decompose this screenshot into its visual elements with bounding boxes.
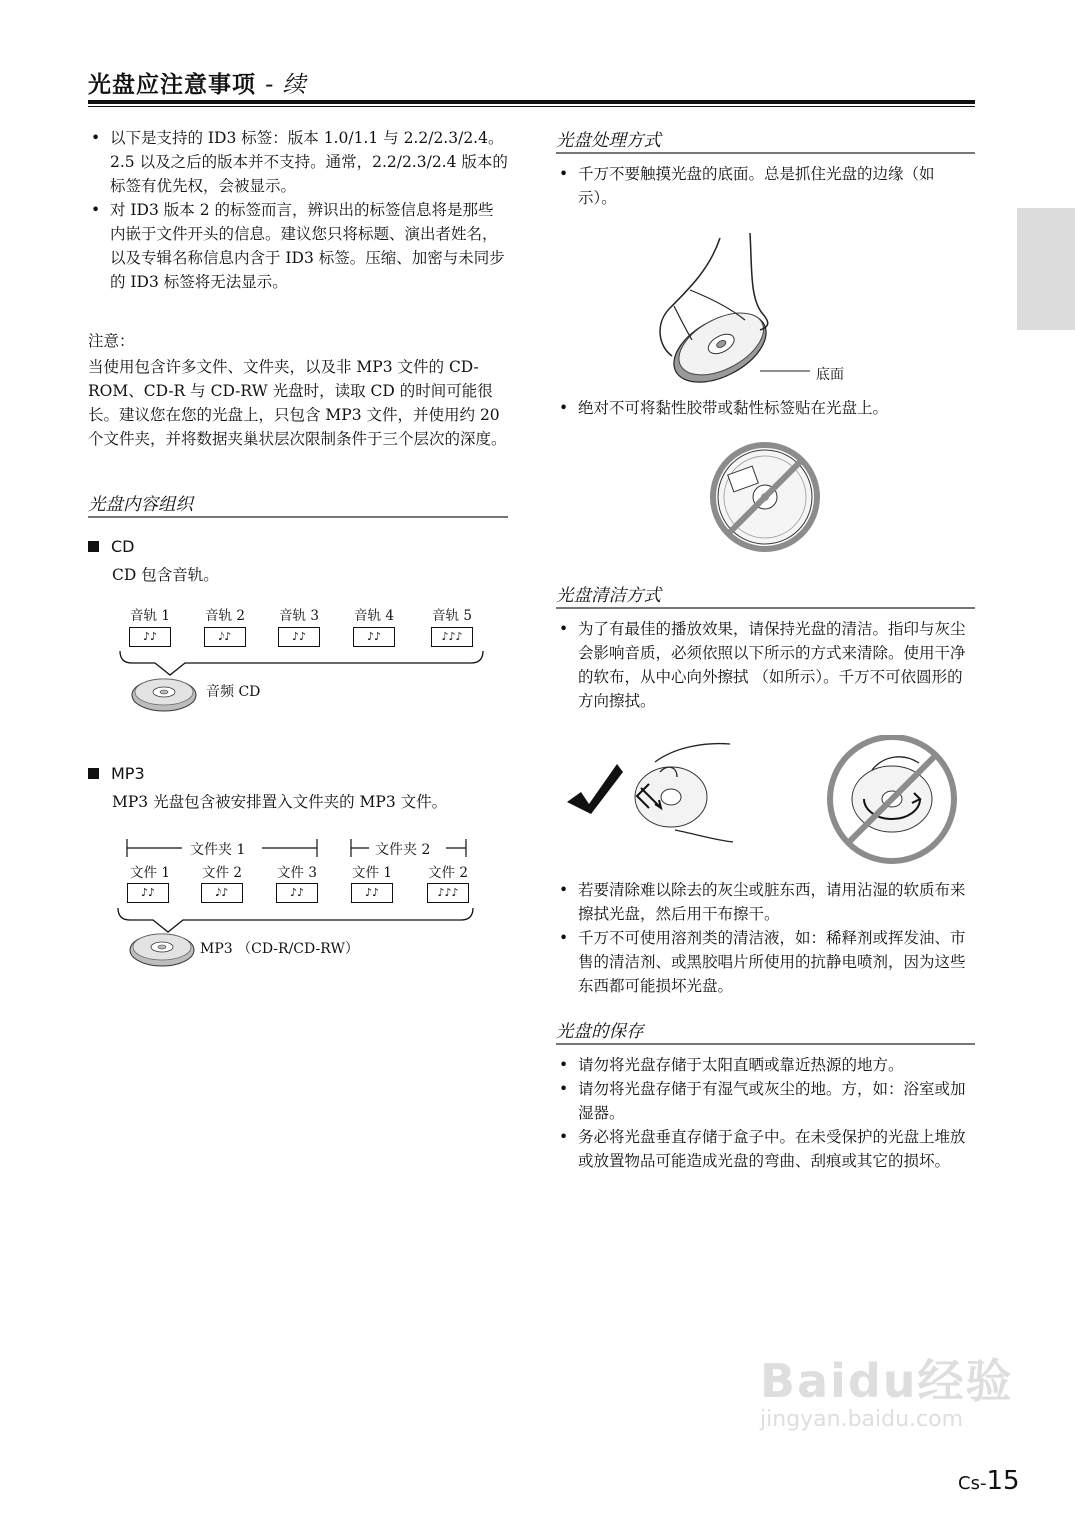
music-note-icon: ♪♪ [353,627,395,647]
cleaning-bullet-2: • 若要清除难以除去的灰尘或脏东西，请用沾湿的软质布来擦拭光盘，然后用干布擦干。 [556,878,971,926]
track-label: 音轨 3 [279,608,319,624]
mp3-desc: MP3 光盘包含被安排置入文件夹的 MP3 文件。 [112,793,448,811]
music-note-icon: ♪♪♪ [427,883,469,903]
note-title: 注意： [88,332,135,350]
file-label: 文件 2 [428,865,468,881]
storage-bullet-3: • 务必将光盘垂直存储于盒子中。在未受保护的光盘上堆放或放置物品可能造成光盘的弯曲、刮痕或其它的损坏。 [556,1125,971,1173]
no-tape-on-disc-icon [708,440,822,554]
header-rule-thin [88,106,975,107]
storage-bullet-2: • 请勿将光盘存储于有湿气或灰尘的地。方，如：浴室或加湿器。 [556,1077,971,1125]
section-title-handling: 光盘处理方式 [556,131,661,151]
audio-cd-label: 音频 CD [206,684,261,700]
mp3-disc-icon [130,934,194,966]
cleaning-bullet-1-block [556,617,971,713]
id3-bullet-1: • 以下是支持的 ID3 标签：版本 1.0/1.1 与 2.2/2.3/2.4。 2.5 以及之后的版本并不支持。通常，2.2/2.3/2.4 版本的标签有优先权，会被显示。 [88,126,508,198]
correct-wipe-illustration [565,742,735,852]
no-circular-wipe-icon [824,735,964,865]
handling-bullet-2-block [556,396,971,420]
section-rule [556,607,975,609]
page-title [88,66,307,99]
cleaning-bullet-1: • 为了有最佳的播放效果，请保持光盘的清洁。指印与灰尘会影响音质，必须依照以下所示的方式来清除。使用干净的软布，从中心向外擦拭 （如所示）。千万不可依圆形的方向擦拭。 [556,617,971,713]
section-rule [556,1043,975,1045]
music-note-icon: ♪♪ [278,627,320,647]
file-label: 文件 1 [130,865,170,881]
header-rule [88,100,975,104]
handling-bullet-1-block [556,162,971,210]
mp3-heading-text: MP3 [111,764,145,783]
note-text: 当使用包含许多文件、文件夹，以及非 MP3 文件的 CD-ROM、CD-R 与 CD-RW 光盘时，读取 CD 的时间可能很长。建议您在您的光盘上，只包含 MP3 文件，并使用约 20 个文件夹，并将数据夹巢状层次限制条件于三个层次的深度。 [88,358,507,448]
handling-bullet-2: • 绝对不可将黏性胶带或黏性标签贴在光盘上。 [556,396,971,420]
mp3-disc-label: MP3 （CD-R/CD-RW） [200,941,359,957]
section-title-storage: 光盘的保存 [556,1022,644,1042]
track-label: 音轨 4 [354,608,394,624]
cd-bracket-diagram [115,645,495,715]
page-title-text: 光盘应注意事项 [88,72,256,98]
folder-2-label: 文件夹 2 [375,839,430,859]
page-number [958,1466,1020,1496]
id3-bullet-2: • 对 ID3 版本 2 的标签而言，辨识出的标签信息将是那些内嵌于文件开头的信息。建议您只将标题、演出者姓名，以及专辑名称信息内含于 ID3 标签。压缩、加密与未同步的 ID3 标签将无法显示。 [88,198,508,294]
file-label: 文件 3 [277,865,317,881]
music-note-icon: ♪♪ [276,883,318,903]
audio-cd-disc-icon [132,679,196,711]
music-note-icon: ♪♪ [351,883,393,903]
cd-heading [88,537,135,556]
file-label: 文件 2 [202,865,242,881]
music-note-icon: 𝅘𝅥𝅮♪ [204,627,246,647]
id3-bullets [88,126,508,294]
track-label: 音轨 1 [130,608,170,624]
cd-heading-text: CD [111,537,135,556]
note-block [88,329,508,451]
section-rule [88,516,508,518]
storage-bullet-1: • 请勿将光盘存储于太阳直晒或靠近热源的地方。 [556,1053,971,1077]
track-label: 音轨 5 [432,608,472,624]
cd-desc: CD 包含音轨。 [112,566,219,584]
page-number-value: 15 [986,1466,1020,1496]
music-note-icon: ♪♪ [127,883,169,903]
checkmark-icon [567,764,623,814]
section-rule [556,152,975,154]
section-title-cleaning: 光盘清洁方式 [556,586,661,606]
mp3-bracket-diagram [113,902,493,972]
square-bullet-icon [88,541,99,552]
folder-1-label: 文件夹 1 [190,839,245,859]
music-note-icon: ♪♪ [129,627,171,647]
music-note-icon: 𝅘𝅥𝅮♪ [201,883,243,903]
music-note-icon: ♪♪♪ [431,627,473,647]
page-title-continued: - 续 [265,72,307,98]
square-bullet-icon [88,768,99,779]
watermark-brand: Baidu经验 [760,1354,1014,1408]
cleaning-bullet-3: • 千万不可使用溶剂类的清洁液，如：稀释剂或挥发油、市售的清洁剂、或黑胶唱片所使用的抗静电喷剂，因为这些东西都可能损坏光盘。 [556,926,971,998]
storage-bullets [556,1053,971,1173]
handling-bullet-1: • 千万不要触摸光盘的底面。总是抓住光盘的边缘（如示）。 [556,162,971,210]
side-tab [1017,208,1075,330]
baidu-watermark [760,1345,1014,1432]
cleaning-bullets-more [556,878,971,998]
page-prefix: Cs- [958,1473,987,1494]
track-label: 音轨 2 [205,608,245,624]
bottom-side-label: 底面 [816,367,844,383]
file-label: 文件 1 [352,865,392,881]
mp3-heading [88,764,145,783]
watermark-url: jingyan.baidu.com [760,1407,964,1432]
section-title-organization: 光盘内容组织 [88,495,193,515]
